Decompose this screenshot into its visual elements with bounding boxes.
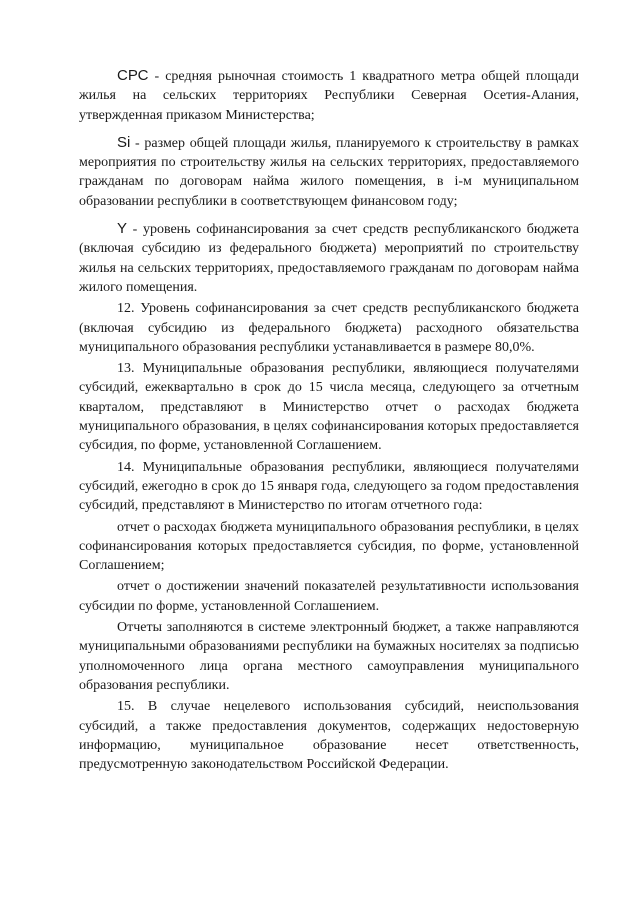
paragraph-14-report-indicators: отчет о достижении значений показателей результативности использования субсидии по форме, установленной Соглашением. <box>79 579 579 614</box>
definition-text: - уровень софинансирования за счет средств республиканского бюджета (включая субсидию из федерального бюджета) мероприятий по строительству жилья на сельских территориях, предоставляемого гражданам по договорам найма жилого помещения. <box>79 222 579 295</box>
definition-symbol: Si <box>117 133 131 151</box>
document-body <box>79 66 579 774</box>
paragraph-15: 15. В случае нецелевого использования субсидий, неиспользования субсидий, а также предоставления документов, содержащих недостоверную информацию, муниципальное образование несет ответственность, предусмотренную законодательством Российской Федерации. <box>79 699 579 773</box>
paragraph-reports-submission: Отчеты заполняются в системе электронный бюджет, а также направляются муниципальными образованиями республики на бумажных носителях за подписью уполномоченного лица органа местного самоуправления муниципального образования республики. <box>79 620 579 693</box>
paragraph-14-report-expenses: отчет о расходах бюджета муниципального образования республики, в целях софинансирования которых предоставляется субсидия, по форме, установленной Соглашением; <box>79 519 579 574</box>
definition-text: - средняя рыночная стоимость 1 квадратного метра общей площади жилья на сельских территориях Республики Северная Осетия-Алания, утвержденная приказом Министерства; <box>79 69 579 123</box>
definition-si <box>79 133 579 211</box>
definition-y <box>79 219 579 297</box>
paragraph-13: 13. Муниципальные образования республики, являющиеся получателями субсидий, ежеквартально в срок до 15 числа месяца, следующего за отчетным кварталом, представляют в Министерство отчет о расходах бюджета муниципального образования, в целях софинансирования которых предоставляется субсидия, по форме, установленной Соглашением. <box>79 361 579 454</box>
paragraph-14: 14. Муниципальные образования республики, являющиеся получателями субсидий, ежегодно в срок до 15 января года, следующего за годом предоставления субсидий, представляют в Министерство по итогам отчетного года: <box>79 459 579 514</box>
definition-symbol: Y <box>117 220 128 238</box>
definition-text: - размер общей площади жилья, планируемого к строительству в рамках мероприятия по строительству жилья на сельских территориях, предоставляемого гражданам по договорам найма жилого помещения, в i-м муниципальном образовании республики в соответствующем финансовом году; <box>79 135 579 209</box>
definition-symbol: СРС <box>117 67 149 84</box>
definition-srs <box>79 66 579 125</box>
paragraph-12: 12. Уровень софинансирования за счет средств республиканского бюджета (включая субсидию из федерального бюджета) расходного обязательства муниципального образования республики устанавливается в размере 80,0%. <box>79 301 579 355</box>
